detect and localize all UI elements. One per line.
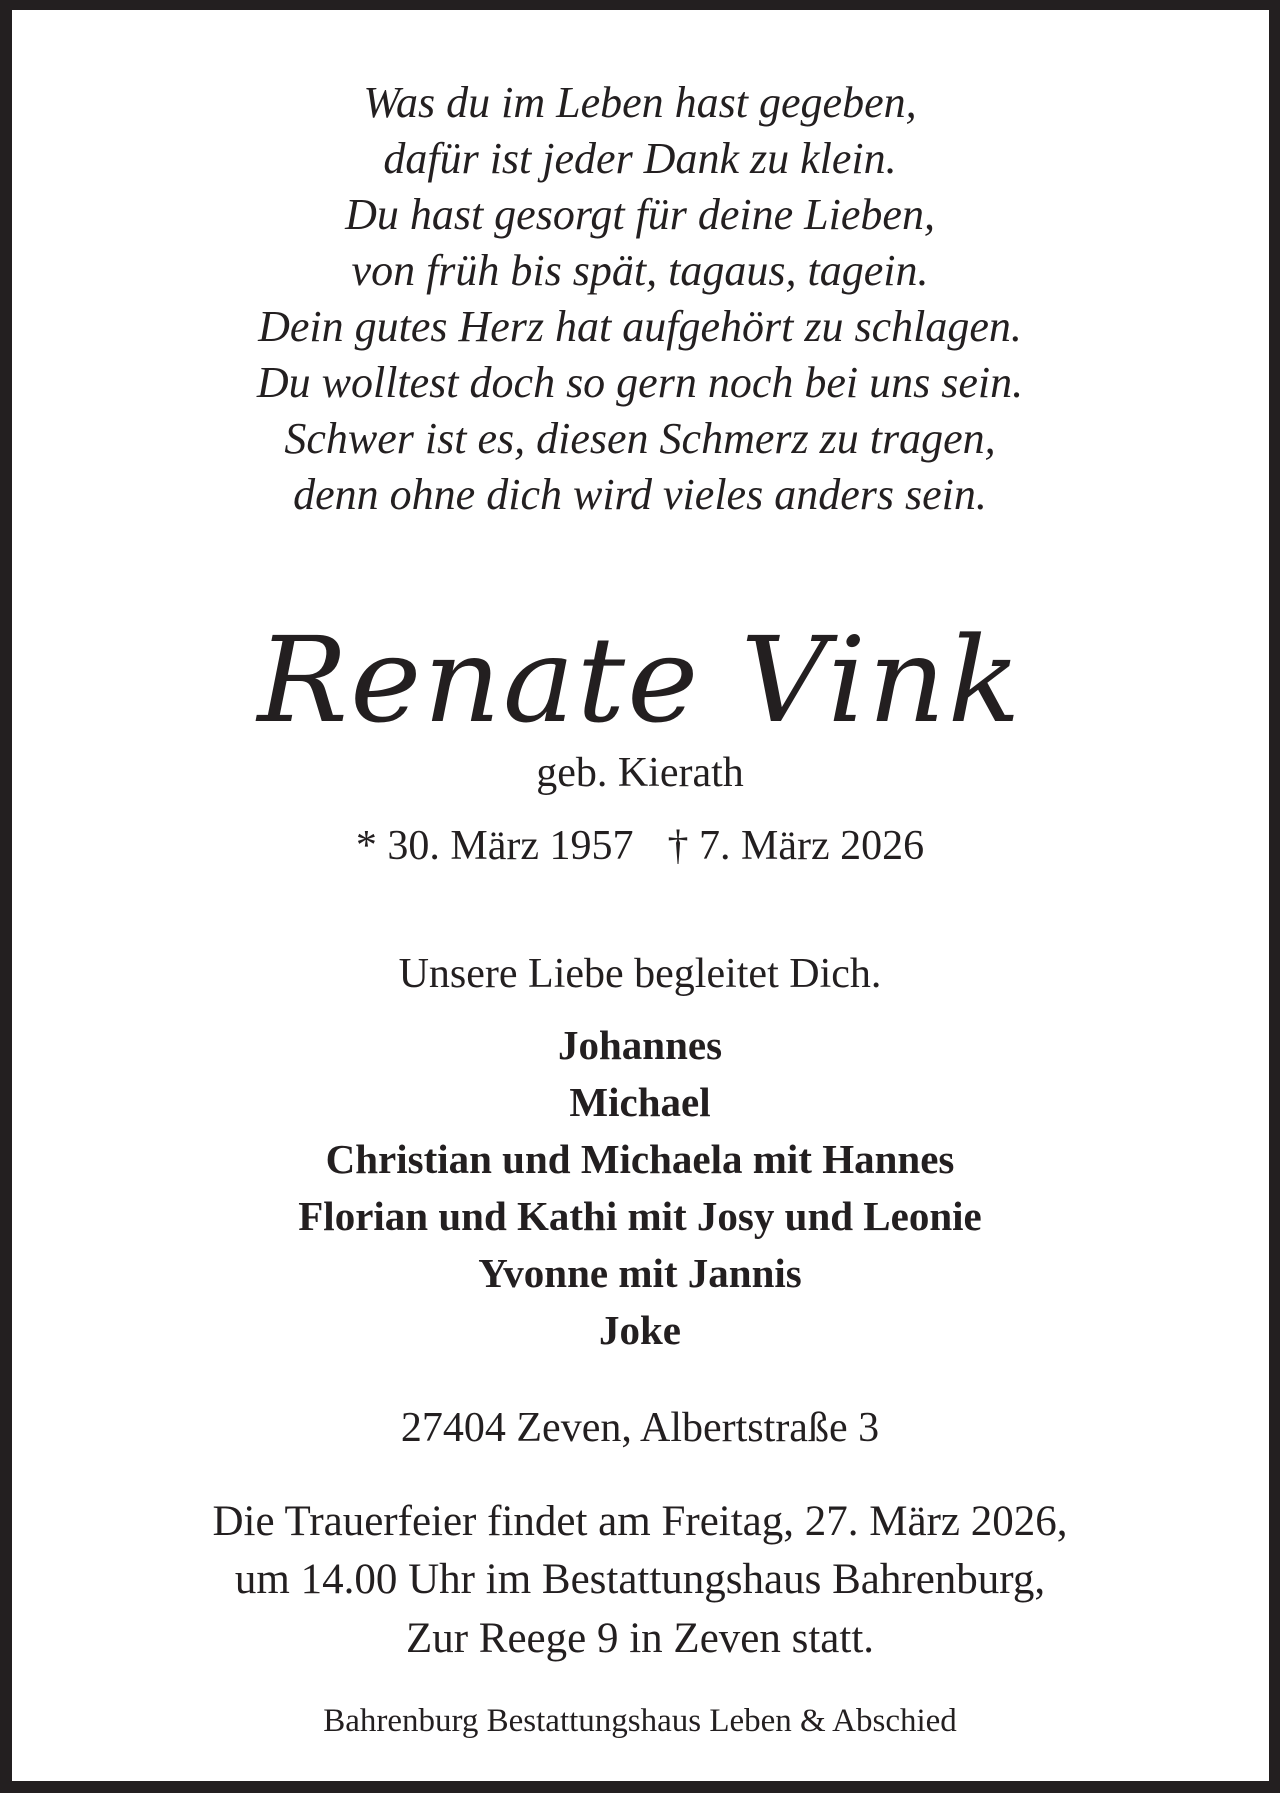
poem-line: Du wolltest doch so gern noch bei uns sein. <box>256 358 1024 407</box>
poem-line: Du hast gesorgt für deine Lieben, <box>345 190 935 239</box>
birth-name: geb. Kierath <box>536 750 744 796</box>
service-line: Die Trauerfeier findet am Freitag, 27. März 2026, <box>212 1498 1068 1545</box>
poem-line: Schwer ist es, diesen Schmerz zu tragen, <box>284 414 996 463</box>
mourner-line: Christian und Michaela mit Hannes <box>325 1136 955 1182</box>
life-dates <box>0 820 1280 872</box>
address-line: 27404 Zeven, Albertstraße 3 <box>400 1405 880 1451</box>
mourner-line: Michael <box>569 1079 711 1125</box>
poem-line: dafür ist jeder Dank zu klein. <box>383 134 897 183</box>
deceased-name: Renate Vink <box>257 611 1023 749</box>
poem-line: denn ohne dich wird vieles anders sein. <box>293 470 987 519</box>
mourner-line: Florian und Kathi mit Josy und Leonie <box>298 1193 982 1239</box>
birth-date: * 30. März 1957 <box>355 823 634 869</box>
poem-line: Was du im Leben hast gegeben, <box>363 78 917 127</box>
mourner-line: Yvonne mit Jannis <box>478 1250 802 1296</box>
service-line: Zur Reege 9 in Zeven statt. <box>405 1615 875 1662</box>
funeral-home-footer: Bahrenburg Bestattungshaus Leben & Abschied <box>323 1703 957 1739</box>
poem-line: Dein gutes Herz hat aufgehört zu schlagen. <box>258 302 1022 351</box>
mourner-line: Joke <box>599 1307 681 1353</box>
poem-line: von früh bis spät, tagaus, tagein. <box>351 246 929 295</box>
service-line: um 14.00 Uhr im Bestattungshaus Bahrenburg, <box>234 1556 1046 1603</box>
death-date: † 7. März 2026 <box>667 823 925 869</box>
mourner-line: Johannes <box>557 1022 723 1068</box>
farewell-line: Unsere Liebe begleitet Dich. <box>398 951 882 997</box>
